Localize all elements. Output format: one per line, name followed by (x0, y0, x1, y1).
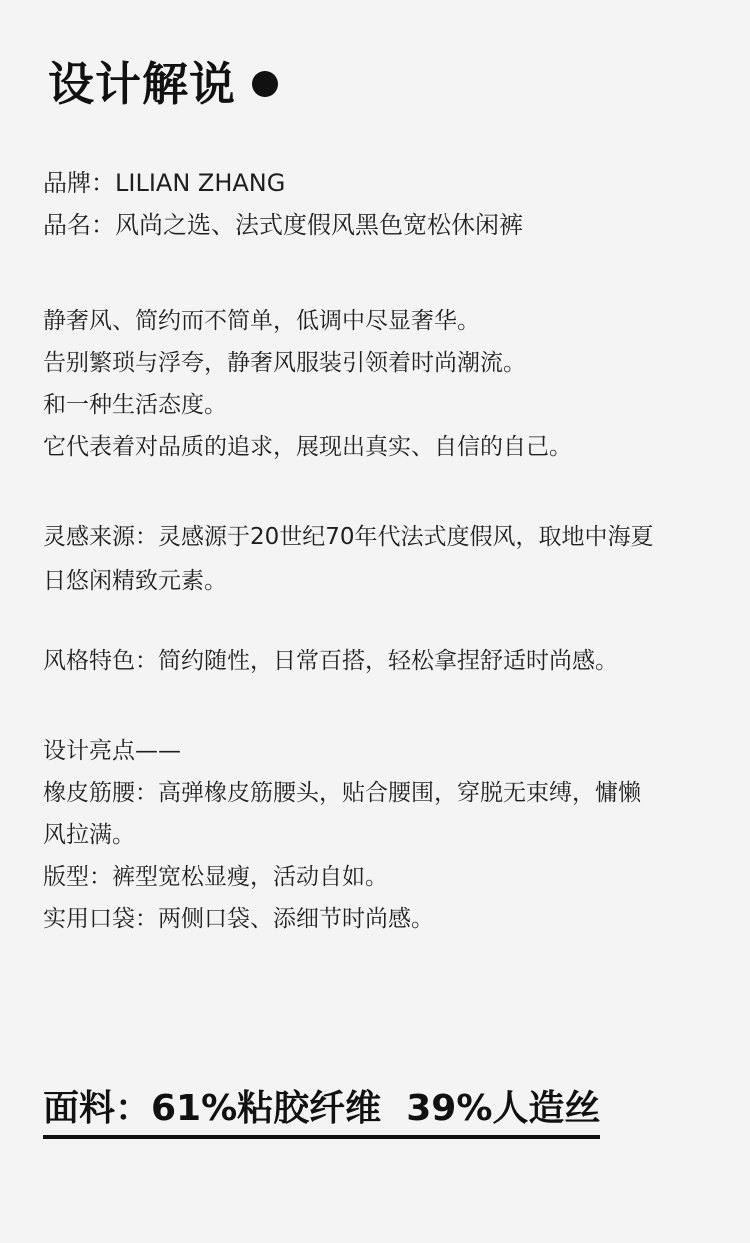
description-line: 告别繁琐与浮夸，静奢风服装引领着时尚潮流。 (43, 350, 526, 376)
style-line: 风格特色：简约随性，日常百搭，轻松拿捏舒适时尚感。 (43, 648, 618, 674)
design-line: 风拉满。 (43, 822, 135, 848)
page-title: 设计解说 (48, 57, 236, 111)
inspiration-line: 日悠闲精致元素。 (43, 568, 227, 594)
description-paragraph (43, 300, 572, 468)
title-row (48, 52, 278, 116)
inspiration-line: 灵感来源：灵感源于20世纪70年代法式度假风，取地中海夏 (43, 524, 654, 550)
style-paragraph (43, 643, 618, 679)
description-line: 它代表着对品质的追求，展现出真实、自信的自己。 (43, 434, 572, 460)
design-line: 实用口袋：两侧口袋、添细节时尚感。 (43, 906, 434, 932)
product-name-line: 品名：风尚之选、法式度假风黑色宽松休闲裤 (43, 211, 523, 239)
brand-line: 品牌：LILIAN ZHANG (43, 169, 286, 197)
description-line: 和一种生活态度。 (43, 392, 227, 418)
design-heading: 设计亮点—— (43, 738, 181, 764)
product-info (43, 165, 523, 243)
description-line: 静奢风、简约而不简单，低调中尽显奢华。 (43, 308, 480, 334)
design-line: 版型：裤型宽松显瘦，活动自如。 (43, 864, 388, 890)
bullet-dot-icon (252, 71, 278, 97)
design-line: 橡皮筋腰：高弹橡皮筋腰头，贴合腰围，穿脱无束缚，慵懒 (43, 780, 641, 806)
design-highlights (43, 730, 641, 940)
inspiration-paragraph (43, 515, 654, 603)
fabric-composition: 面料：61%粘胶纤维 39%人造丝 (43, 1085, 600, 1139)
